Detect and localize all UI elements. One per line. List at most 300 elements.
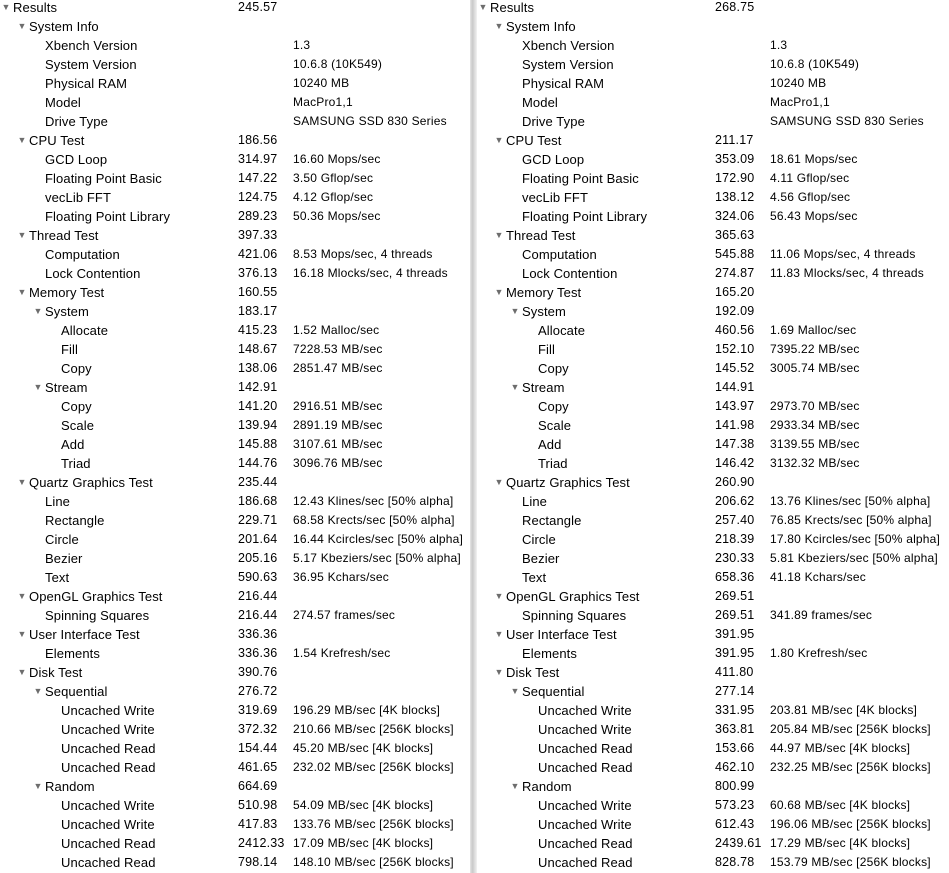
row-label: OpenGL Graphics Test — [29, 589, 163, 604]
row-label: System Info — [506, 19, 576, 34]
row-score: 146.42 — [715, 456, 755, 470]
row-label: Line — [522, 494, 547, 509]
row-score: 2412.33 — [238, 836, 285, 850]
outline-row[interactable] — [477, 169, 949, 188]
disclosure-triangle-down-icon[interactable]: ▼ — [494, 629, 504, 639]
row-label: Floating Point Basic — [522, 171, 639, 186]
outline-row[interactable] — [0, 549, 470, 568]
row-label: Add — [538, 437, 562, 452]
row-label: Bezier — [522, 551, 560, 566]
outline-row[interactable] — [477, 112, 949, 131]
outline-row[interactable] — [477, 796, 949, 815]
row-info: 8.53 Mops/sec, 4 threads — [293, 247, 433, 261]
outline-row[interactable] — [477, 131, 949, 150]
row-label: Bezier — [45, 551, 83, 566]
disclosure-triangle-down-icon[interactable]: ▼ — [17, 477, 27, 487]
row-info: 17.80 Kcircles/sec [50% alpha] — [770, 532, 941, 546]
row-score: 397.33 — [238, 228, 278, 242]
row-label: Uncached Read — [61, 855, 156, 870]
row-label: Physical RAM — [522, 76, 605, 91]
disclosure-triangle-down-icon[interactable]: ▼ — [17, 135, 27, 145]
row-info: 10240 MB — [770, 76, 827, 90]
outline-row[interactable] — [0, 359, 470, 378]
row-label: Floating Point Basic — [45, 171, 162, 186]
row-info: 203.81 MB/sec [4K blocks] — [770, 703, 918, 717]
outline-row[interactable] — [477, 549, 949, 568]
row-label: Rectangle — [45, 513, 105, 528]
outline-row[interactable] — [0, 226, 470, 245]
disclosure-triangle-down-icon[interactable]: ▼ — [17, 591, 27, 601]
row-label: Spinning Squares — [522, 608, 627, 623]
row-label: GCD Loop — [522, 152, 585, 167]
outline-row[interactable] — [477, 226, 949, 245]
disclosure-triangle-down-icon[interactable]: ▼ — [494, 477, 504, 487]
row-label: Model — [45, 95, 81, 110]
row-label: Uncached Read — [61, 760, 156, 775]
outline-row[interactable] — [0, 169, 470, 188]
outline-row[interactable] — [0, 587, 470, 606]
row-info: 3139.55 MB/sec — [770, 437, 860, 451]
row-info: 68.58 Krects/sec [50% alpha] — [293, 513, 455, 527]
row-score: 124.75 — [238, 190, 278, 204]
row-info: 4.11 Gflop/sec — [770, 171, 850, 185]
row-label: Triad — [61, 456, 91, 471]
row-info: 10240 MB — [293, 76, 350, 90]
outline-row[interactable] — [477, 853, 949, 872]
row-label: Fill — [61, 342, 79, 357]
outline-row[interactable] — [0, 207, 470, 226]
disclosure-triangle-down-icon[interactable]: ▼ — [510, 382, 520, 392]
row-label: Fill — [538, 342, 556, 357]
row-score: 390.76 — [238, 665, 278, 679]
row-label: Drive Type — [45, 114, 108, 129]
outline-row[interactable] — [0, 74, 470, 93]
outline-row[interactable] — [477, 682, 949, 701]
row-score: 353.09 — [715, 152, 755, 166]
row-info: 10.6.8 (10K549) — [293, 57, 383, 71]
row-score: 277.14 — [715, 684, 755, 698]
row-info: 41.18 Kchars/sec — [770, 570, 866, 584]
outline-row[interactable] — [0, 0, 470, 17]
outline-row[interactable] — [477, 55, 949, 74]
row-score: 545.88 — [715, 247, 755, 261]
row-info: 36.95 Kchars/sec — [293, 570, 389, 584]
outline-row[interactable] — [0, 644, 470, 663]
row-score: 206.62 — [715, 494, 755, 508]
outline-row[interactable] — [0, 150, 470, 169]
outline-row[interactable] — [477, 454, 949, 473]
row-label: vecLib FFT — [45, 190, 112, 205]
row-score: 664.69 — [238, 779, 278, 793]
outline-row[interactable] — [0, 625, 470, 644]
outline-row[interactable] — [0, 397, 470, 416]
row-score: 415.23 — [238, 323, 278, 337]
outline-row[interactable] — [477, 150, 949, 169]
row-label: Circle — [522, 532, 556, 547]
row-label: Uncached Read — [538, 760, 633, 775]
outline-row[interactable] — [477, 245, 949, 264]
outline-row[interactable] — [0, 701, 470, 720]
row-info: 11.83 Mlocks/sec, 4 threads — [770, 266, 924, 280]
row-info: 4.12 Gflop/sec — [293, 190, 374, 204]
row-label: Uncached Write — [538, 817, 632, 832]
outline-row[interactable] — [0, 55, 470, 74]
row-label: Uncached Read — [538, 855, 633, 870]
row-label: Spinning Squares — [45, 608, 150, 623]
row-label: Allocate — [538, 323, 586, 338]
disclosure-triangle-down-icon[interactable]: ▼ — [33, 686, 43, 696]
row-label: System Version — [522, 57, 614, 72]
row-score: 324.06 — [715, 209, 755, 223]
row-info: 148.10 MB/sec [256K blocks] — [293, 855, 454, 869]
row-score: 139.94 — [238, 418, 278, 432]
row-score: 391.95 — [715, 627, 755, 641]
row-label: Quartz Graphics Test — [29, 475, 153, 490]
row-info: SAMSUNG SSD 830 Series — [770, 114, 924, 128]
outline-row[interactable] — [0, 853, 470, 872]
outline-row[interactable] — [0, 720, 470, 739]
row-info: 1.52 Malloc/sec — [293, 323, 380, 337]
row-label: Text — [45, 570, 70, 585]
outline-row[interactable] — [0, 796, 470, 815]
disclosure-triangle-down-icon[interactable]: ▼ — [494, 667, 504, 677]
outline-row[interactable] — [0, 473, 470, 492]
row-score: 230.33 — [715, 551, 755, 565]
disclosure-triangle-down-icon[interactable]: ▼ — [494, 21, 504, 31]
row-info: 60.68 MB/sec [4K blocks] — [770, 798, 911, 812]
row-score: 186.68 — [238, 494, 278, 508]
outline-row[interactable] — [0, 131, 470, 150]
row-label: Results — [490, 0, 535, 15]
disclosure-triangle-down-icon[interactable]: ▼ — [17, 667, 27, 677]
outline-row[interactable] — [477, 435, 949, 454]
row-score: 460.56 — [715, 323, 755, 337]
outline-row[interactable] — [477, 587, 949, 606]
outline-row[interactable] — [0, 435, 470, 454]
row-label: Uncached Write — [538, 798, 632, 813]
row-score: 186.56 — [238, 133, 278, 147]
row-info: 16.18 Mlocks/sec, 4 threads — [293, 266, 448, 280]
row-score: 145.52 — [715, 361, 755, 375]
outline-row[interactable] — [477, 663, 949, 682]
row-info: 12.43 Klines/sec [50% alpha] — [293, 494, 454, 508]
outline-row[interactable] — [0, 663, 470, 682]
outline-row[interactable] — [477, 340, 949, 359]
row-score: 144.91 — [715, 380, 755, 394]
outline-row[interactable] — [477, 473, 949, 492]
row-label: Copy — [61, 361, 92, 376]
disclosure-triangle-down-icon[interactable]: ▼ — [494, 287, 504, 297]
outline-row[interactable] — [0, 416, 470, 435]
row-info: 232.25 MB/sec [256K blocks] — [770, 760, 931, 774]
row-info: 56.43 Mops/sec — [770, 209, 858, 223]
outline-row[interactable] — [477, 207, 949, 226]
row-label: Random — [522, 779, 572, 794]
disclosure-triangle-down-icon[interactable]: ▼ — [510, 686, 520, 696]
row-label: System — [45, 304, 89, 319]
row-label: Uncached Read — [61, 741, 156, 756]
disclosure-triangle-down-icon[interactable]: ▼ — [494, 591, 504, 601]
row-info: 45.20 MB/sec [4K blocks] — [293, 741, 434, 755]
outline-row[interactable] — [477, 492, 949, 511]
row-info: 10.6.8 (10K549) — [770, 57, 860, 71]
outline-row[interactable] — [0, 245, 470, 264]
row-label: Xbench Version — [522, 38, 615, 53]
row-score: 274.87 — [715, 266, 755, 280]
disclosure-triangle-down-icon[interactable]: ▼ — [33, 306, 43, 316]
row-score: 573.23 — [715, 798, 755, 812]
outline-row[interactable] — [477, 416, 949, 435]
outline-row[interactable] — [0, 264, 470, 283]
row-info: 3132.32 MB/sec — [770, 456, 860, 470]
row-score: 331.95 — [715, 703, 755, 717]
row-label: Elements — [522, 646, 577, 661]
row-score: 201.64 — [238, 532, 278, 546]
outline-row[interactable] — [477, 739, 949, 758]
row-score: 2439.61 — [715, 836, 762, 850]
row-score: 211.17 — [715, 133, 754, 147]
row-score: 145.88 — [238, 437, 278, 451]
disclosure-triangle-down-icon[interactable]: ▼ — [494, 135, 504, 145]
row-score: 365.63 — [715, 228, 755, 242]
outline-row[interactable] — [477, 36, 949, 55]
row-label: User Interface Test — [29, 627, 140, 642]
disclosure-triangle-down-icon[interactable]: ▼ — [478, 2, 488, 12]
row-score: 245.57 — [238, 0, 278, 14]
row-score: 798.14 — [238, 855, 278, 869]
outline-row[interactable] — [477, 777, 949, 796]
outline-row[interactable] — [477, 397, 949, 416]
disclosure-triangle-down-icon[interactable]: ▼ — [510, 781, 520, 791]
row-score: 153.66 — [715, 741, 755, 755]
row-label: Uncached Read — [538, 836, 633, 851]
row-info: 274.57 frames/sec — [293, 608, 396, 622]
row-info: 3005.74 MB/sec — [770, 361, 860, 375]
row-score: 257.40 — [715, 513, 755, 527]
row-score: 372.32 — [238, 722, 278, 736]
outline-row[interactable] — [0, 834, 470, 853]
outline-row[interactable] — [477, 93, 949, 112]
row-info: 16.44 Kcircles/sec [50% alpha] — [293, 532, 464, 546]
row-score: 138.06 — [238, 361, 278, 375]
row-info: 3.50 Gflop/sec — [293, 171, 374, 185]
outline-row[interactable] — [0, 36, 470, 55]
row-label: Copy — [538, 399, 569, 414]
row-info: 3096.76 MB/sec — [293, 456, 383, 470]
row-label: Disk Test — [29, 665, 83, 680]
outline-row[interactable] — [477, 625, 949, 644]
row-info: 196.29 MB/sec [4K blocks] — [293, 703, 441, 717]
row-score: 336.36 — [238, 627, 278, 641]
outline-row[interactable] — [0, 758, 470, 777]
disclosure-triangle-down-icon[interactable]: ▼ — [1, 2, 11, 12]
outline-row[interactable] — [477, 815, 949, 834]
row-label: Uncached Write — [61, 817, 155, 832]
outline-row[interactable] — [0, 112, 470, 131]
outline-row[interactable] — [477, 188, 949, 207]
outline-row[interactable] — [477, 530, 949, 549]
disclosure-triangle-down-icon[interactable]: ▼ — [510, 306, 520, 316]
row-label: CPU Test — [506, 133, 562, 148]
row-score: 510.98 — [238, 798, 278, 812]
row-score: 314.97 — [238, 152, 278, 166]
row-score: 218.39 — [715, 532, 755, 546]
row-label: Uncached Write — [61, 798, 155, 813]
row-score: 289.23 — [238, 209, 278, 223]
row-info: 153.79 MB/sec [256K blocks] — [770, 855, 931, 869]
outline-row[interactable] — [0, 302, 470, 321]
outline-row[interactable] — [477, 283, 949, 302]
row-label: System — [522, 304, 566, 319]
disclosure-triangle-down-icon[interactable]: ▼ — [17, 230, 27, 240]
outline-row[interactable] — [477, 720, 949, 739]
row-info: 2973.70 MB/sec — [770, 399, 860, 413]
row-label: Circle — [45, 532, 79, 547]
row-score: 268.75 — [715, 0, 755, 14]
row-info: SAMSUNG SSD 830 Series — [293, 114, 447, 128]
row-score: 260.90 — [715, 475, 755, 489]
outline-row[interactable] — [477, 834, 949, 853]
row-info: 2851.47 MB/sec — [293, 361, 383, 375]
outline-row[interactable] — [477, 701, 949, 720]
row-score: 461.65 — [238, 760, 278, 774]
outline-row[interactable] — [477, 264, 949, 283]
outline-row[interactable] — [0, 815, 470, 834]
row-label: Add — [61, 437, 85, 452]
row-label: Elements — [45, 646, 100, 661]
outline-row[interactable] — [0, 568, 470, 587]
results-panel-right — [477, 0, 949, 873]
row-score: 269.51 — [715, 608, 755, 622]
row-info: 18.61 Mops/sec — [770, 152, 858, 166]
row-score: 417.83 — [238, 817, 278, 831]
row-label: vecLib FFT — [522, 190, 589, 205]
outline-row[interactable] — [0, 739, 470, 758]
outline-row[interactable] — [0, 606, 470, 625]
outline-row[interactable] — [0, 777, 470, 796]
row-label: Uncached Write — [61, 722, 155, 737]
outline-row[interactable] — [477, 321, 949, 340]
row-label: Thread Test — [506, 228, 576, 243]
disclosure-triangle-down-icon[interactable]: ▼ — [17, 629, 27, 639]
outline-row[interactable] — [0, 17, 470, 36]
row-score: 269.51 — [715, 589, 755, 603]
disclosure-triangle-down-icon[interactable]: ▼ — [33, 781, 43, 791]
row-score: 235.44 — [238, 475, 278, 489]
outline-row[interactable] — [477, 378, 949, 397]
outline-row[interactable] — [0, 283, 470, 302]
row-score: 229.71 — [238, 513, 278, 527]
disclosure-triangle-down-icon[interactable]: ▼ — [33, 382, 43, 392]
outline-row[interactable] — [0, 378, 470, 397]
row-label: Stream — [45, 380, 88, 395]
disclosure-triangle-down-icon[interactable]: ▼ — [494, 230, 504, 240]
row-info: 76.85 Krects/sec [50% alpha] — [770, 513, 932, 527]
row-info: 2891.19 MB/sec — [293, 418, 383, 432]
row-label: Lock Contention — [45, 266, 141, 281]
row-label: GCD Loop — [45, 152, 108, 167]
outline-row[interactable] — [0, 321, 470, 340]
row-label: Computation — [45, 247, 120, 262]
row-label: Lock Contention — [522, 266, 618, 281]
outline-row[interactable] — [0, 340, 470, 359]
row-label: Triad — [538, 456, 568, 471]
row-info: 232.02 MB/sec [256K blocks] — [293, 760, 454, 774]
outline-row[interactable] — [0, 492, 470, 511]
row-score: 276.72 — [238, 684, 278, 698]
outline-row[interactable] — [477, 74, 949, 93]
row-info: 341.89 frames/sec — [770, 608, 873, 622]
row-label: Random — [45, 779, 95, 794]
row-info: 50.36 Mops/sec — [293, 209, 381, 223]
outline-row[interactable] — [0, 530, 470, 549]
row-score: 376.13 — [238, 266, 278, 280]
row-label: Model — [522, 95, 558, 110]
row-label: Uncached Write — [538, 703, 632, 718]
row-info: MacPro1,1 — [293, 95, 353, 109]
row-info: 196.06 MB/sec [256K blocks] — [770, 817, 931, 831]
row-info: 7395.22 MB/sec — [770, 342, 860, 356]
row-info: 2933.34 MB/sec — [770, 418, 860, 432]
row-label: Scale — [61, 418, 95, 433]
outline-row[interactable] — [0, 93, 470, 112]
row-label: Memory Test — [29, 285, 105, 300]
outline-row[interactable] — [0, 188, 470, 207]
row-label: Quartz Graphics Test — [506, 475, 630, 490]
row-label: Allocate — [61, 323, 109, 338]
outline-row[interactable] — [477, 511, 949, 530]
row-score: 138.12 — [715, 190, 755, 204]
outline-row[interactable] — [0, 454, 470, 473]
outline-row[interactable] — [477, 568, 949, 587]
row-info: 1.3 — [293, 38, 311, 52]
outline-row[interactable] — [477, 606, 949, 625]
row-score: 192.09 — [715, 304, 755, 318]
disclosure-triangle-down-icon[interactable]: ▼ — [17, 21, 27, 31]
row-label: Sequential — [522, 684, 585, 699]
row-score: 462.10 — [715, 760, 755, 774]
row-label: Thread Test — [29, 228, 99, 243]
row-label: Physical RAM — [45, 76, 128, 91]
row-info: 2916.51 MB/sec — [293, 399, 383, 413]
row-score: 142.91 — [238, 380, 278, 394]
row-label: CPU Test — [29, 133, 85, 148]
row-score: 160.55 — [238, 285, 278, 299]
row-label: Floating Point Library — [45, 209, 171, 224]
outline-row[interactable] — [477, 359, 949, 378]
row-score: 154.44 — [238, 741, 278, 755]
panel-divider — [470, 0, 477, 873]
row-info: 1.54 Krefresh/sec — [293, 646, 391, 660]
outline-row[interactable] — [0, 682, 470, 701]
outline-row[interactable] — [0, 511, 470, 530]
disclosure-triangle-down-icon[interactable]: ▼ — [17, 287, 27, 297]
row-label: Copy — [538, 361, 569, 376]
row-info: 133.76 MB/sec [256K blocks] — [293, 817, 454, 831]
outline-row[interactable] — [477, 0, 949, 17]
outline-row[interactable] — [477, 758, 949, 777]
row-score: 590.63 — [238, 570, 278, 584]
outline-row[interactable] — [477, 17, 949, 36]
row-score: 165.20 — [715, 285, 755, 299]
row-info: 1.69 Malloc/sec — [770, 323, 857, 337]
outline-row[interactable] — [477, 644, 949, 663]
row-score: 319.69 — [238, 703, 278, 717]
row-label: User Interface Test — [506, 627, 617, 642]
outline-row[interactable] — [477, 302, 949, 321]
row-score: 144.76 — [238, 456, 278, 470]
row-score: 143.97 — [715, 399, 755, 413]
